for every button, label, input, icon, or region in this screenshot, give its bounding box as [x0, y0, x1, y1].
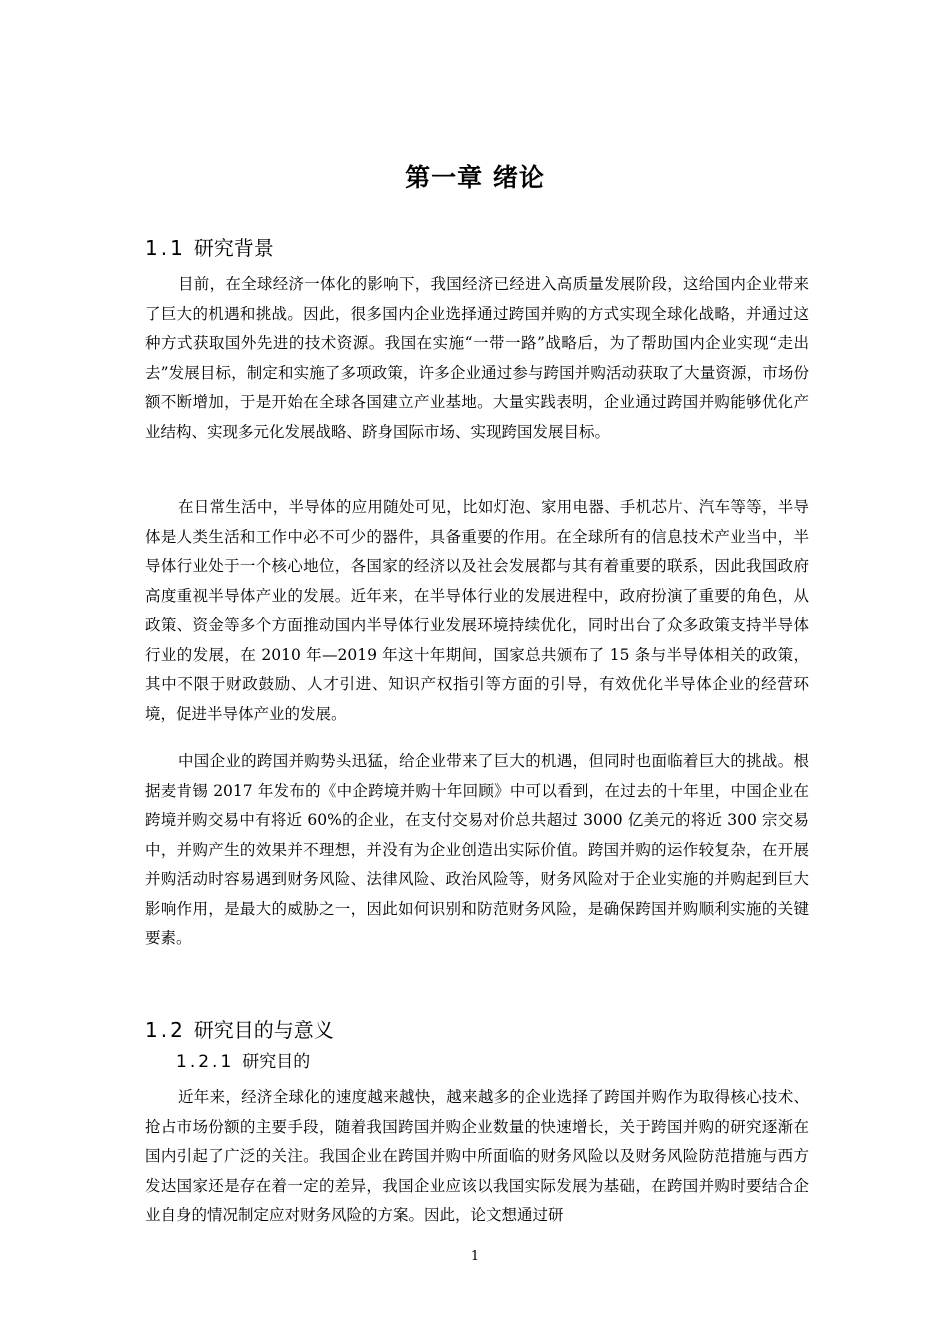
section-number: 1.1	[145, 236, 186, 260]
section-heading-1-1	[145, 232, 274, 261]
paragraph-purpose-1: 近年来，经济全球化的速度越来越快，越来越多的企业选择了跨国并购作为取得核心技术、抢占市场份额的主要手段，随着我国跨国并购企业数量的快速增长，关于跨国并购的研究逐渐在国内引起了广泛的关注。我国企业在跨国并购中所面临的财务风险以及财务风险防范措施与西方发达国家还是存在着一定的差异，我国企业应该以我国实际发展为基础，在跨国并购时要结合企业自身的情况制定应对财务风险的方案。因此，论文想通过研	[145, 1088, 809, 1224]
page-number: 1	[470, 1249, 480, 1264]
subsection-heading-1-2-1	[176, 1047, 310, 1072]
chapter-title: 第一章 绪论	[405, 163, 545, 192]
paragraph-background-2: 在日常生活中，半导体的应用随处可见，比如灯泡、家用电器、手机芯片、汽车等等，半导体是人类生活和工作中必不可少的器件，具备重要的作用。在全球所有的信息技术产业当中，半导体行业处于一个核心地位，各国家的经济以及社会发展都与其有着重要的联系，因此我国政府高度重视半导体产业的发展。近年来，在半导体行业的发展进程中，政府扮演了重要的角色，从政策、资金等多个方面推动国内半导体行业发展环境持续优化，同时出台了众多政策支持半导体行业的发展，在 2010 年—2019 年这十年期间，国家总共颁布了 15 条与半导体相关的政策，其中不限于财政鼓励、人才引进、知识产权指引等方面的引导，有效优化半导体企业的经营环境，促进半导体产业的发展。	[145, 498, 809, 723]
section-heading-1-2	[145, 1014, 334, 1043]
subsection-number: 1.2.1	[176, 1052, 235, 1072]
section-number: 1.2	[145, 1018, 186, 1042]
paragraph-background-1: 目前，在全球经济一体化的影响下，我国经济已经进入高质量发展阶段，这给国内企业带来了巨大的机遇和挑战。因此，很多国内企业选择通过跨国并购的方式实现全球化战略，并通过这种方式获取国外先进的技术资源。我国在实施“一带一路”战略后，为了帮助国内企业实现“走出去”发展目标，制定和实施了多项政策，许多企业通过参与跨国并购活动获取了大量资源，市场份额不断增加，于是开始在全球各国建立产业基地。大量实践表明，企业通过跨国并购能够优化产业结构、实现多元化发展战略、跻身国际市场、实现跨国发展目标。	[145, 275, 809, 441]
paragraph-background-3: 中国企业的跨国并购势头迅猛，给企业带来了巨大的机遇，但同时也面临着巨大的挑战。根据麦肯锡 2017 年发布的《中企跨境并购十年回顾》中可以看到，在过去的十年里，中国企业在跨境并购交易中有将近 60%的企业，在支付交易对价总共超过 3000 亿美元的将近 300 宗交易中，并购产生的效果并不理想，并没有为企业创造出实际价值。跨国并购的运作较复杂，在开展并购活动时容易遇到财务风险、法律风险、政治风险等，财务风险对于企业实施的并购起到巨大影响作用，是最大的威胁之一，因此如何识别和防范财务风险，是确保跨国并购顺利实施的关键要素。	[145, 752, 809, 947]
subsection-title: 研究目的	[242, 1052, 311, 1072]
section-title: 研究目的与意义	[193, 1018, 334, 1042]
section-title: 研究背景	[193, 236, 274, 260]
